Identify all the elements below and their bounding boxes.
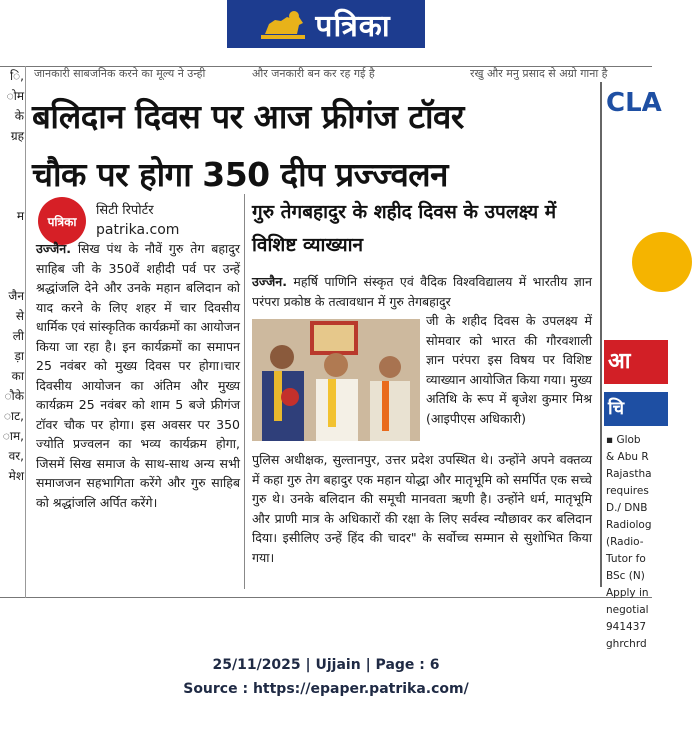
byline-name: सिटी रिपोर्टर <box>96 203 154 218</box>
left-strip-line: ाट, <box>3 409 24 423</box>
left-article-body <box>36 239 240 512</box>
left-strip-line: ग्रह <box>10 129 24 143</box>
left-strip-line: वर, <box>8 449 24 463</box>
headline-line-1: बलिदान दिवस पर आज फ्रीगंज टॉवर <box>32 97 464 136</box>
event-photo <box>252 319 420 441</box>
left-article-place: उज्जैन. <box>36 241 71 256</box>
ad-red-banner: आ <box>604 340 668 384</box>
left-strip-line: ौके <box>4 389 24 403</box>
ad-text-line: ghrchrd <box>606 638 647 650</box>
advertisement-strip <box>600 82 662 650</box>
byline-logo: पत्रिका <box>38 197 86 245</box>
ad-text-line: requires <box>606 485 649 497</box>
right-article-intro <box>252 272 592 311</box>
masthead-title: पत्रिका <box>315 8 391 44</box>
ad-text-line: D./ DNB <box>606 502 648 514</box>
ad-circle-graphic <box>632 232 692 292</box>
left-strip-line: का <box>11 369 24 383</box>
ad-text-line: Tutor fo <box>606 553 646 565</box>
left-strip-line: ोम <box>6 89 24 103</box>
column-divider <box>244 194 245 589</box>
ad-text-line: & Abu R <box>606 451 649 463</box>
left-strip-line: ाम, <box>2 429 24 443</box>
left-strip-line <box>0 226 24 246</box>
byline-site: patrika.com <box>96 222 180 238</box>
left-strip-line <box>0 146 24 166</box>
left-strip-line <box>0 166 24 186</box>
left-strip-line: ि, <box>9 69 24 83</box>
top-snippet-right: रखु और मनु प्रसाद से अग्रो गाना है <box>470 67 608 80</box>
left-strip-line <box>0 246 24 266</box>
right-article-place: उज्जैन. <box>252 274 287 289</box>
ad-text-line: negotial <box>606 604 649 616</box>
left-strip-line: से <box>15 309 24 323</box>
top-snippet-mid: और जनकारी बन कर रह गई है <box>252 67 375 80</box>
left-strip-line: ड़ा <box>14 349 24 363</box>
ad-title: CLA <box>606 88 662 118</box>
right-article-part1: महर्षि पाणिनि संस्कृत एवं वैदिक विश्वविद्यालय में भारतीय ज्ञान परंपरा प्रकोष्ठ के तत्वावधान में गुरु तेगबहादुर <box>252 274 592 309</box>
left-strip-line: जैन <box>8 289 24 303</box>
ad-text-line: 941437 <box>606 621 647 633</box>
left-strip-line: मेश <box>8 469 24 483</box>
right-article-part3: पुलिस अधीक्षक, सुल्तानपुर, उत्तर प्रदेश उपस्थित थे। उन्होंने अपने वक्तव्य में कहा गुरु तेग बहादुर एक महान योद्धा और मातृभूमि को समर्पित एक सच्चे गुरु थे। उनके बलिदान की समूची मानवता ऋणी है। उन्होंने धर्म, मातृभूमि और प्राणी मात्र के अधिकारों की रक्षा के लिए सर्वस्व न्यौछावर कर बलिदान दिया। इसीलिए उन्हें हिंद की चादर" के सर्वोच्च सम्मान से सुशोभित किया गया। <box>252 452 592 565</box>
ad-blue-banner: चि <box>604 392 668 426</box>
right-article-part2: जी के शहीद दिवस के उपलक्ष्य में सोमवार को भारत की गौरवशाली ज्ञान परंपरा इस विषय पर विशिष्ट व्याख्यान आयोजित किया गया। मुख्य अतिथि के रूप में बृजेश कुमार मिश्र (आइपीएस अधिकारी) <box>426 313 592 426</box>
left-article-text: सिख पंथ के नौवें गुरु तेग बहादुर साहिब जी के 350वें शहीदी पर्व पर उन्हें श्रद्धांजलि देने और उनके महान बलिदान को याद करने के लिए शहर में चार दिवसीय धार्मिक एवं सांस्कृतिक कार्यक्रमों का आयोजन किया जा रहा है। इन कार्यक्रमों का समापन 25 नवंबर को मुख्य दिवस पर होगा।चार दिवसीय आयोजन का अंतिम और मुख्य कार्यक्रम 25 नवंबर को शाम 5 बजे फ्रीगंज टॉवर चौक पर होगा। इस अवसर पर 350 ज्योति प्रज्वलन का भव्य कार्यक्रम होगा, जिसमें सिख समाज के साथ-साथ अन्य सभी समाजजन सहभागिता करेंगे और गुरु साहिब को श्रद्धांजलि अर्पित करेंगे। <box>36 241 240 510</box>
right-article-headline: गुरु तेगबहादुर के शहीद दिवस के उपलक्ष्य में विशिष्ट व्याख्यान <box>252 201 557 256</box>
left-strip-line: के <box>14 109 24 123</box>
ad-text-line: Radiolog <box>606 519 652 531</box>
ad-text-line: Rajastha <box>606 468 652 480</box>
left-divider <box>25 66 26 598</box>
left-strip-line <box>0 266 24 286</box>
top-snippet-left: जानकारी साबजनिक करने का मूल्य ने उन्ही <box>34 67 206 80</box>
ad-text-line: (Radio- <box>606 536 644 548</box>
event-photo-image <box>252 319 420 441</box>
masthead <box>227 0 425 48</box>
ad-text-line: Apply in <box>606 587 649 599</box>
left-strip-line: ली <box>12 329 24 343</box>
ad-text-line: BSc (N) <box>606 570 645 582</box>
main-headline <box>32 88 592 204</box>
left-strip-line <box>0 186 24 206</box>
headline-line-2: चौक पर होगा 350 दीप प्रज्ज्वलन <box>32 155 448 194</box>
left-strip-line: म <box>16 209 24 223</box>
footer-date-line: 25/11/2025 | Ujjain | Page : 6 <box>212 657 440 673</box>
lion-logo-icon <box>261 7 305 41</box>
left-neighbor-strip <box>0 66 24 598</box>
ad-text-line: ▪ Glob <box>606 434 641 446</box>
ad-text-lines <box>606 432 652 653</box>
footer-source-link[interactable]: Source : https://epaper.patrika.com/ <box>183 681 469 697</box>
